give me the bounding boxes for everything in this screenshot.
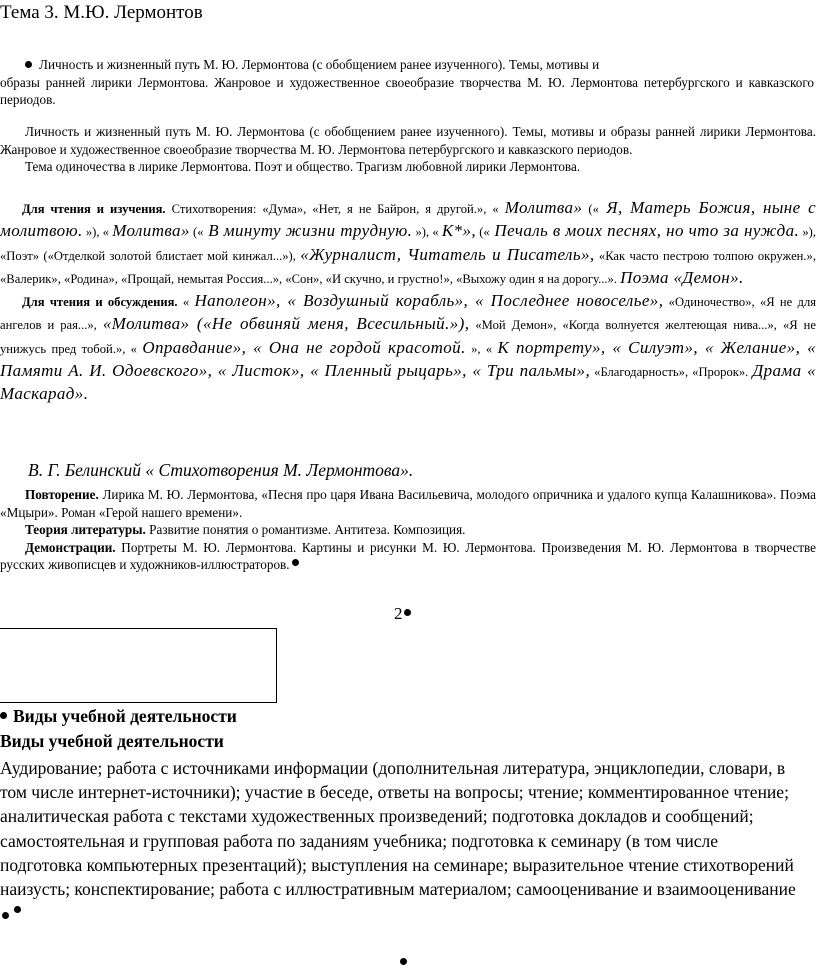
bullet-icon bbox=[2, 912, 9, 919]
reading-list bbox=[0, 197, 816, 407]
activities-text: Аудирование; работа с источниками информации (дополнительная литература, энциклопедии, словари, в том числе интернет-источники); участие в беседе, ответы на вопросы; чтение; комментированное чтение; аналитическая работа с текстами художественных произведений; подготовка докладов и сообщений; самостоятельная и групповая работа по заданиям учебника; подготовка к семинару (в том числе подготовка компьютерных презентаций); выступления на семинаре; выразительное чтение стихотворений наизусть; конспектирование; работа с иллюстративным материалом; самооценивание и взаимооценивание bbox=[0, 756, 800, 925]
bullet-icon bbox=[404, 609, 411, 616]
belinsky-reference: В. Г. Белинский « Стихотворения М. Лермонтова». bbox=[28, 460, 414, 480]
bullet-icon bbox=[14, 906, 21, 913]
reading-discussion-paragraph: Для чтения и обсуждения. « Наполеон», « Воздушный корабль», « Последнее новоселье», «Одиночество», «Я не для ангелов и рая...», «Молитва» («Не обвиняй меня, Всесильный.»), «Мой Демон», «Когда волнуется желтеющая нива...», «Я не унижусь пред тобой.», « Оправдание», « Она не гордой красотой. », « К портрету», « Силуэт», « Желание», « Памяти А. И. Одоевского», « Листок», « Пленный рыцарь», « Три пальмы», «Благодарность», «Пророк». Драма « Маскарад». bbox=[0, 291, 816, 404]
repetition-label: Повторение. bbox=[25, 487, 99, 502]
bullet-icon bbox=[0, 712, 7, 719]
reading-study-label: Для чтения и изучения. bbox=[22, 202, 166, 216]
empty-frame bbox=[0, 628, 277, 703]
demonstrations-label: Демонстрации. bbox=[25, 539, 116, 555]
reading-discussion-label: Для чтения и обсуждения. bbox=[22, 295, 178, 310]
topic-description-block bbox=[0, 123, 816, 176]
page-number: 2 bbox=[394, 604, 411, 624]
topic-summary-line1: Личность и жизненный путь М. Ю. Лермонтова (с обобщением ранее изученного). Темы, мотивы и bbox=[0, 56, 814, 74]
additional-sections bbox=[0, 486, 816, 574]
activities-heading-bulleted: Виды учебной деятельности bbox=[0, 706, 237, 727]
topic-summary-block bbox=[0, 56, 814, 109]
bullet-icon bbox=[25, 61, 32, 68]
activities-heading: Виды учебной деятельности bbox=[0, 731, 224, 751]
theory-label: Теория литературы. bbox=[25, 522, 146, 537]
demonstrations-paragraph: Демонстрации. Портреты М. Ю. Лермонтова. Картины и рисунки М. Ю. Лермонтова. Произведения М. Ю. Лермонтова в творчестве русских живописцев и художников-иллюстраторов. bbox=[0, 539, 816, 572]
repetition-paragraph: Повторение. Лирика М. Ю. Лермонтова, «Песня про царя Ивана Васильевича, молодого опричника и удалого купца Калашникова». Поэма «Мцыри». Роман «Герой нашего времени». bbox=[0, 487, 816, 520]
document-title: Тема 3. М.Ю. Лермонтов bbox=[0, 2, 203, 23]
bullet-icon bbox=[292, 559, 299, 566]
bullet-icon bbox=[400, 958, 407, 965]
topic-summary-line2: образы ранней лирики Лермонтова. Жанровое и художественное своеобразие творчества М. Ю. Лермонтова петербургского и кавказского периодов. bbox=[0, 74, 814, 107]
theory-paragraph: Теория литературы. Развитие понятия о романтизме. Антитеза. Композиция. bbox=[25, 522, 466, 537]
reading-study-paragraph: Для чтения и изучения. Стихотворения: «Дума», «Нет, я не Байрон, я другой.», « Молитва» (« Я, Матерь Божия, ныне с молитвою. »), « Молитва» (« В минуту жизни трудную. »), « К*», (« Печаль в моих песнях, но что за нужда. »), «Поэт» («Отделкой золотой блистает мой кинжал...»), «Журналист, Читатель и Писатель», «Как часто пестрою толпою окружен.», «Валерик», «Родина», «Прощай, немытая Россия...», «Сон», «И скучно, и грустно!», «Выхожу один я на дорогу...». Поэма «Демон». bbox=[0, 198, 816, 287]
trailing-bullet bbox=[400, 952, 407, 970]
topic-description-paragraph: Личность и жизненный путь М. Ю. Лермонтова (с обобщением ранее изученного). Темы, мотивы и образы ранней лирики Лермонтова. Жанровое и художественное своеобразие творчества М. Ю. Лермонтова петербургского и кавказского периодов. bbox=[0, 124, 816, 157]
loneliness-theme-paragraph: Тема одиночества в лирике Лермонтова. Поэт и общество. Трагизм любовной лирики Лермонтова. bbox=[25, 159, 581, 174]
